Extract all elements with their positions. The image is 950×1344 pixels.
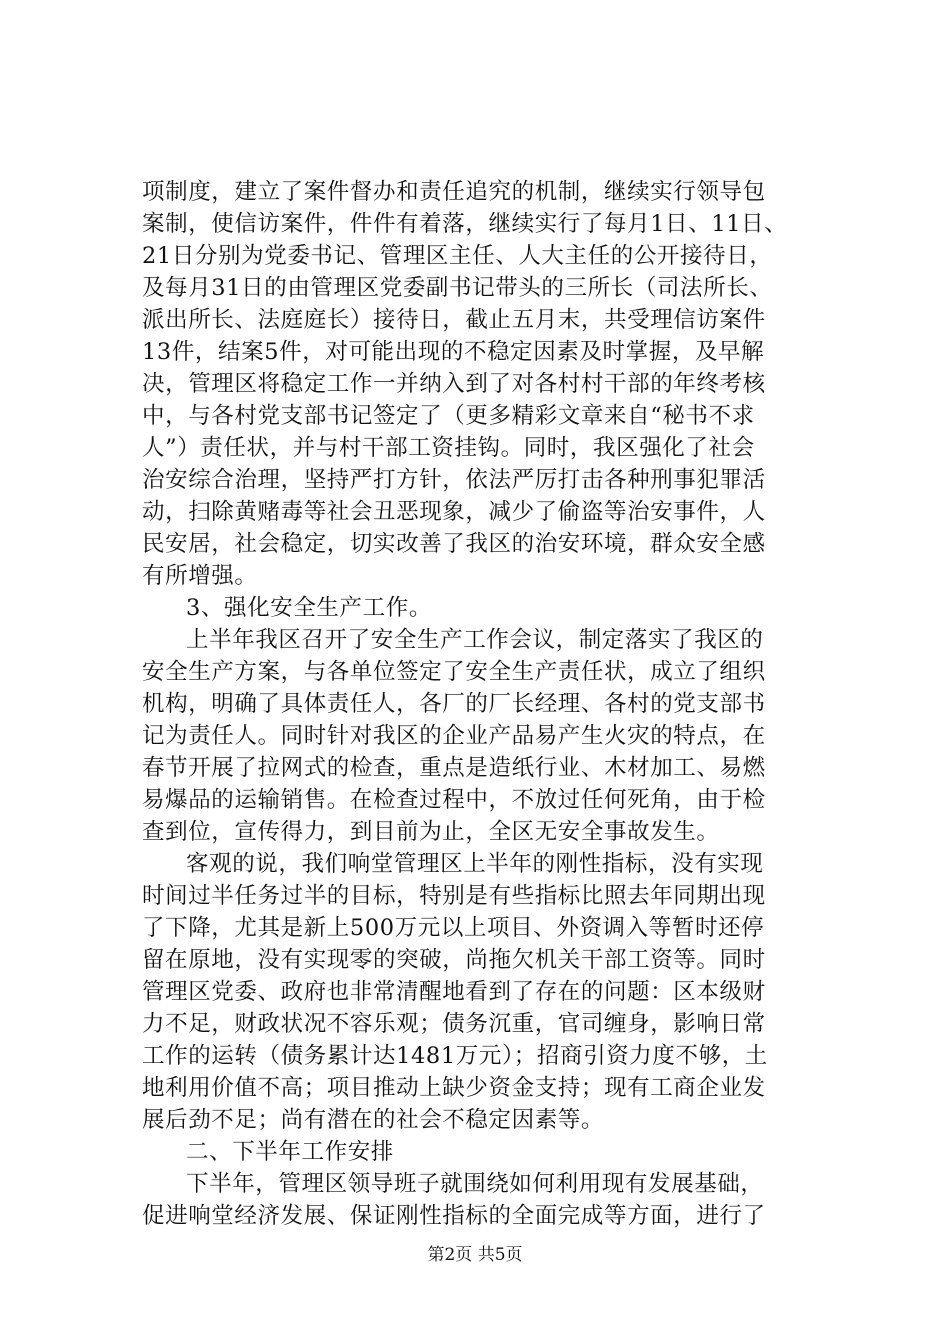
text-line: 决，管理区将稳定工作一并纳入到了对各村村干部的年终考核 bbox=[142, 371, 766, 397]
text-line: 治安综合治理，坚持严打方针，依法严厉打击各种刑事犯罪活 bbox=[142, 467, 766, 493]
text-line: 春节开展了拉网式的检查，重点是造纸行业、木材加工、易燃 bbox=[142, 755, 766, 781]
document-body bbox=[142, 176, 847, 1232]
text-line: 动，扫除黄赌毒等社会丑恶现象，减少了偷盗等治安事件，人 bbox=[142, 499, 766, 525]
text-line: 有所增强。 bbox=[142, 563, 258, 589]
text-line: 时间过半任务过半的目标，特别是有些指标比照去年同期出现 bbox=[142, 883, 766, 909]
text-line: 展后劲不足；尚有潜在的社会不稳定因素等。 bbox=[142, 1107, 605, 1133]
text-line: 21日分别为党委书记、管理区主任、人大主任的公开接待日， bbox=[142, 243, 773, 269]
text-line: 及每月31日的由管理区党委副书记带头的三所长（司法所长、 bbox=[142, 275, 773, 301]
text-line: 了下降，尤其是新上500万元以上项目、外资调入等暂时还停 bbox=[142, 915, 765, 941]
text-line: 查到位，宣传得力，到目前为止，全区无安全事故发生。 bbox=[142, 819, 720, 845]
text-line: 二、下半年工作安排 bbox=[186, 1139, 394, 1165]
text-line: 13件，结案5件，对可能出现的不稳定因素及时掌握，及早解 bbox=[142, 339, 765, 365]
text-line: 工作的运转（债务累计达1481万元）；招商引资力度不够，土 bbox=[142, 1043, 768, 1069]
text-line: 记为责任人。同时针对我区的企业产品易产生火灾的特点，在 bbox=[142, 723, 766, 749]
text-line: 上半年我区召开了安全生产工作会议，制定落实了我区的 bbox=[186, 627, 764, 653]
text-line: 安全生产方案，与各单位签定了安全生产责任状，成立了组织 bbox=[142, 659, 766, 685]
text-line: 客观的说，我们响堂管理区上半年的刚性指标，没有实现 bbox=[186, 851, 764, 877]
text-line: 力不足，财政状况不容乐观；债务沉重，官司缠身，影响日常 bbox=[142, 1011, 766, 1037]
text-line: 派出所长、法庭庭长）接待日，截止五月末，共受理信访案件 bbox=[142, 307, 766, 333]
text-line: 中，与各村党支部书记签定了（更多精彩文章来自“秘书不求 bbox=[142, 403, 755, 429]
page-number-footer: 第2页 共5页 bbox=[427, 1245, 523, 1265]
text-line: 3、强化安全生产工作。 bbox=[186, 595, 432, 621]
text-line: 下半年，管理区领导班子就围绕如何利用现有发展基础， bbox=[186, 1171, 764, 1197]
text-line: 易爆品的运输销售。在检查过程中，不放过任何死角，由于检 bbox=[142, 787, 766, 813]
text-line: 项制度，建立了案件督办和责任追究的机制，继续实行领导包 bbox=[142, 179, 766, 205]
text-line: 案制，使信访案件，件件有着落，继续实行了每月1日、11日、 bbox=[142, 211, 788, 237]
text-line: 管理区党委、政府也非常清醒地看到了存在的问题：区本级财 bbox=[142, 979, 766, 1005]
text-line: 民安居，社会稳定，切实改善了我区的治安环境，群众安全感 bbox=[142, 531, 766, 557]
text-line: 机构，明确了具体责任人，各厂的厂长经理、各村的党支部书 bbox=[142, 691, 766, 717]
text-line: 留在原地，没有实现零的突破，尚拖欠机关干部工资等。同时 bbox=[142, 947, 766, 973]
text-line: 促进响堂经济发展、保证刚性指标的全面完成等方面，进行了 bbox=[142, 1203, 766, 1229]
text-line: 地利用价值不高；项目推动上缺少资金支持；现有工商企业发 bbox=[142, 1075, 766, 1101]
text-line: 人”）责任状，并与村干部工资挂钩。同时，我区强化了社会 bbox=[142, 435, 755, 461]
